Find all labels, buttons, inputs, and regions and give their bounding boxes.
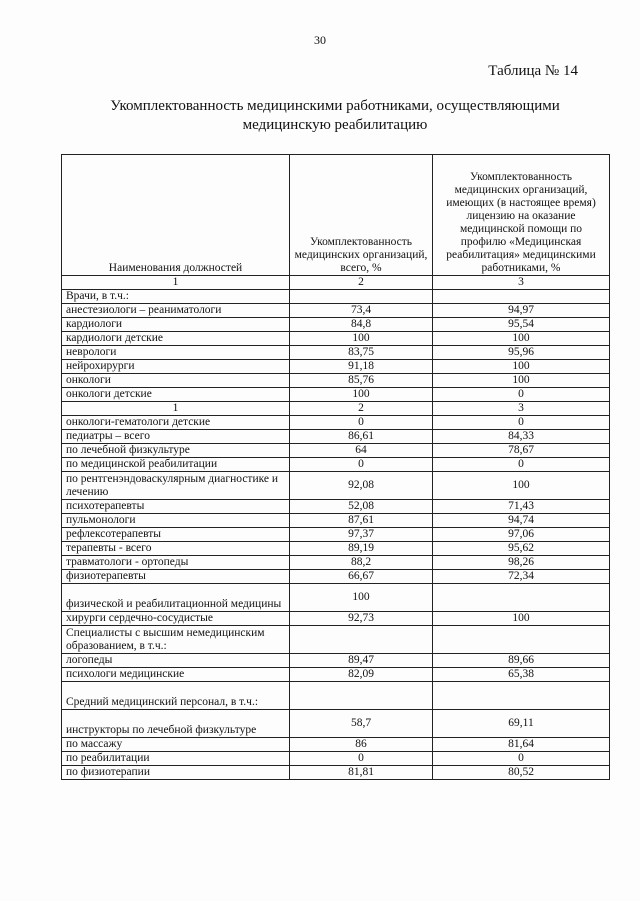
staffing-licensed-value: 3 — [433, 402, 610, 416]
position-name: неврологи — [62, 346, 290, 360]
staffing-licensed-value: 0 — [433, 416, 610, 430]
staffing-licensed-value — [433, 626, 610, 654]
staffing-licensed-value: 95,96 — [433, 346, 610, 360]
staffing-total-value: 88,2 — [290, 556, 433, 570]
staffing-total-value: 2 — [290, 402, 433, 416]
page-number: 30 — [314, 33, 326, 47]
column-number: 1 — [62, 276, 290, 290]
staffing-licensed-value: 0 — [433, 388, 610, 402]
position-name: 1 — [62, 402, 290, 416]
table-row — [62, 654, 610, 668]
position-name: нейрохирурги — [62, 360, 290, 374]
staffing-total-value — [290, 290, 433, 304]
table-row — [62, 402, 610, 416]
table-row — [62, 570, 610, 584]
table-row — [62, 542, 610, 556]
column-number: 3 — [433, 276, 610, 290]
position-name: анестезиологи – реаниматологи — [62, 304, 290, 318]
staffing-total-value: 97,37 — [290, 528, 433, 542]
staffing-total-value: 83,75 — [290, 346, 433, 360]
table-row — [62, 346, 610, 360]
position-name: хирурги сердечно-сосудистые — [62, 612, 290, 626]
position-name: онкологи детские — [62, 388, 290, 402]
staffing-licensed-value: 98,26 — [433, 556, 610, 570]
table-row — [62, 472, 610, 500]
staffing-total-value — [290, 682, 433, 710]
staffing-licensed-value: 81,64 — [433, 738, 610, 752]
staffing-total-value: 52,08 — [290, 500, 433, 514]
staffing-total-value: 82,09 — [290, 668, 433, 682]
staffing-total-value: 86,61 — [290, 430, 433, 444]
table-row — [62, 430, 610, 444]
position-name: психологи медицинские — [62, 668, 290, 682]
staffing-licensed-value: 69,11 — [433, 710, 610, 738]
position-name: по физиотерапии — [62, 766, 290, 780]
table-row — [62, 290, 610, 304]
position-name: инструкторы по лечебной физкультуре — [62, 710, 290, 738]
table-row — [62, 458, 610, 472]
staffing-licensed-value: 89,66 — [433, 654, 610, 668]
staffing-licensed-value: 97,06 — [433, 528, 610, 542]
table-row — [62, 556, 610, 570]
table-row — [62, 332, 610, 346]
staffing-total-value: 87,61 — [290, 514, 433, 528]
table-row — [62, 304, 610, 318]
staffing-total-value — [290, 626, 433, 654]
position-name: кардиологи детские — [62, 332, 290, 346]
position-name: по массажу — [62, 738, 290, 752]
staffing-licensed-value: 94,74 — [433, 514, 610, 528]
table-row — [62, 682, 610, 710]
staffing-total-value: 92,73 — [290, 612, 433, 626]
staffing-licensed-value: 0 — [433, 752, 610, 766]
position-name: пульмонологи — [62, 514, 290, 528]
table-row — [62, 416, 610, 430]
staffing-total-value: 89,19 — [290, 542, 433, 556]
staffing-licensed-value: 0 — [433, 458, 610, 472]
position-name: Специалисты с высшим немедицинским образованием, в т.ч.: — [62, 626, 290, 654]
staffing-licensed-value: 95,62 — [433, 542, 610, 556]
staffing-total-value: 100 — [290, 332, 433, 346]
position-name: травматологи - ортопеды — [62, 556, 290, 570]
title-line: Укомплектованность медицинскими работниками, осуществляющими — [110, 98, 560, 114]
staffing-licensed-value — [433, 584, 610, 612]
staffing-total-value: 100 — [290, 388, 433, 402]
header-staffing-licensed: Укомплектованность медицинских организаций, имеющих (в настоящее время) лицензию на оказание медицинской помощи по профилю «Медицинская реабилитация» медицинскими работниками, % — [433, 155, 610, 276]
table-row — [62, 752, 610, 766]
staffing-licensed-value: 100 — [433, 612, 610, 626]
position-name: физиотерапевты — [62, 570, 290, 584]
staffing-licensed-value: 72,34 — [433, 570, 610, 584]
staffing-total-value: 84,8 — [290, 318, 433, 332]
position-name: по реабилитации — [62, 752, 290, 766]
position-name: по лечебной физкультуре — [62, 444, 290, 458]
staffing-licensed-value: 100 — [433, 374, 610, 388]
table-row — [62, 514, 610, 528]
header-position-names: Наименования должностей — [62, 155, 290, 276]
staffing-total-value: 58,7 — [290, 710, 433, 738]
table-row — [62, 584, 610, 612]
staffing-licensed-value: 80,52 — [433, 766, 610, 780]
position-name: логопеды — [62, 654, 290, 668]
position-name: терапевты - всего — [62, 542, 290, 556]
table-row — [62, 318, 610, 332]
title-line: медицинскую реабилитацию — [242, 117, 428, 133]
staffing-licensed-value — [433, 682, 610, 710]
table-body — [62, 290, 610, 780]
position-name: по рентгенэндоваскулярным диагностике и лечению — [62, 472, 290, 500]
staffing-total-value: 0 — [290, 752, 433, 766]
page-title — [60, 97, 610, 135]
table-row — [62, 500, 610, 514]
table-row — [62, 668, 610, 682]
staffing-licensed-value: 78,67 — [433, 444, 610, 458]
staffing-total-value: 66,67 — [290, 570, 433, 584]
position-name: кардиологи — [62, 318, 290, 332]
staffing-licensed-value: 65,38 — [433, 668, 610, 682]
staffing-total-value: 91,18 — [290, 360, 433, 374]
table-row — [62, 612, 610, 626]
position-name: по медицинской реабилитации — [62, 458, 290, 472]
table-row — [62, 444, 610, 458]
table-row — [62, 626, 610, 654]
staffing-licensed-value: 94,97 — [433, 304, 610, 318]
header-staffing-total: Укомплектованность медицинских организаций, всего, % — [290, 155, 433, 276]
staffing-total-value: 85,76 — [290, 374, 433, 388]
staffing-total-value: 0 — [290, 458, 433, 472]
table-row — [62, 766, 610, 780]
staffing-total-value: 73,4 — [290, 304, 433, 318]
table-row — [62, 388, 610, 402]
position-name: психотерапевты — [62, 500, 290, 514]
position-name: онкологи — [62, 374, 290, 388]
position-name: онкологи-гематологи детские — [62, 416, 290, 430]
column-number: 2 — [290, 276, 433, 290]
table-row — [62, 528, 610, 542]
staffing-total-value: 64 — [290, 444, 433, 458]
staffing-licensed-value: 100 — [433, 332, 610, 346]
position-name: педиатры – всего — [62, 430, 290, 444]
position-name: Средний медицинский персонал, в т.ч.: — [62, 682, 290, 710]
staffing-total-value: 0 — [290, 416, 433, 430]
staffing-total-value: 92,08 — [290, 472, 433, 500]
staffing-total-value: 81,81 — [290, 766, 433, 780]
staffing-licensed-value: 95,54 — [433, 318, 610, 332]
staffing-licensed-value: 71,43 — [433, 500, 610, 514]
table-row — [62, 360, 610, 374]
staffing-licensed-value — [433, 290, 610, 304]
staffing-total-value: 89,47 — [290, 654, 433, 668]
position-name: физической и реабилитационной медицины — [62, 584, 290, 612]
table-row — [62, 374, 610, 388]
table-row — [62, 710, 610, 738]
table-row — [62, 738, 610, 752]
staffing-licensed-value: 100 — [433, 472, 610, 500]
position-name: рефлексотерапевты — [62, 528, 290, 542]
staffing-table — [61, 154, 610, 780]
staffing-licensed-value: 84,33 — [433, 430, 610, 444]
staffing-licensed-value: 100 — [433, 360, 610, 374]
table-label: Таблица № 14 — [488, 63, 578, 79]
position-name: Врачи, в т.ч.: — [62, 290, 290, 304]
staffing-total-value: 86 — [290, 738, 433, 752]
staffing-total-value: 100 — [290, 584, 433, 612]
